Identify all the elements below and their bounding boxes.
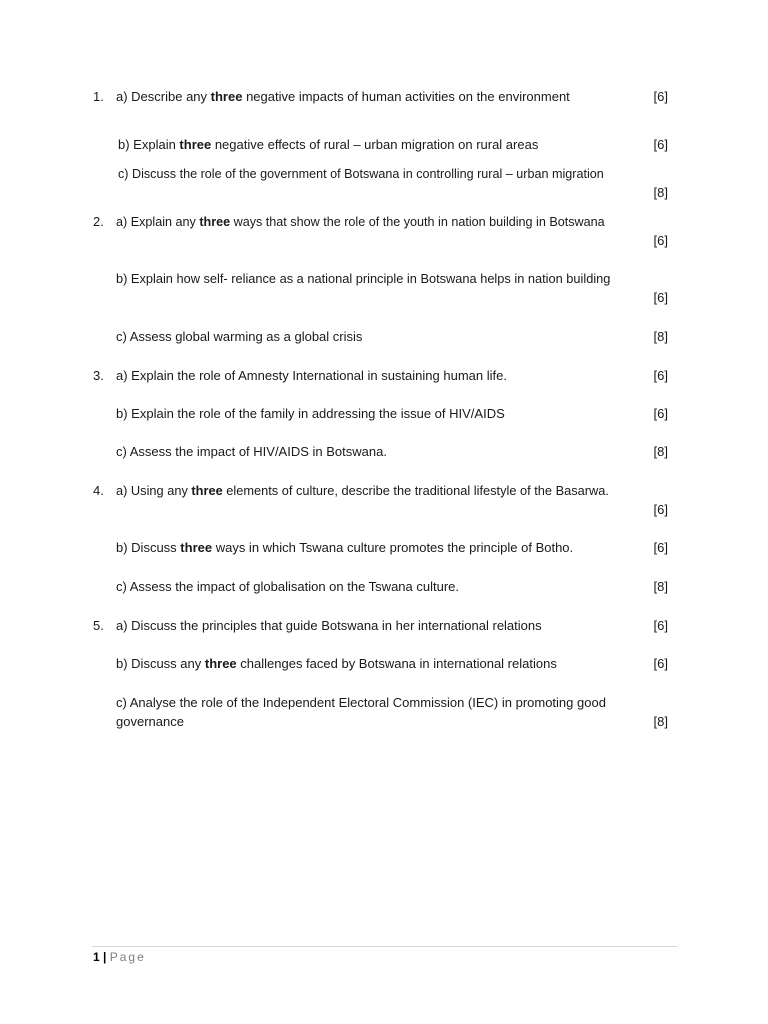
marks: [6] (653, 368, 668, 383)
marks: [6] (653, 137, 668, 152)
question-3c: c) Assess the impact of HIV/AIDS in Botswana. (116, 444, 387, 459)
question-4a: a) Using any three elements of culture, describe the traditional lifestyle of the Basarwa. (116, 483, 609, 498)
question-2c: c) Assess global warming as a global crisis (116, 329, 363, 344)
question-2b: b) Explain how self- reliance as a national principle in Botswana helps in nation building (116, 271, 611, 286)
marks: [8] (653, 329, 668, 344)
marks: [6] (653, 233, 668, 248)
footer-divider (92, 946, 677, 947)
question-3b: b) Explain the role of the family in addressing the issue of HIV/AIDS (116, 406, 505, 421)
page-label: Page (109, 950, 146, 964)
question-number: 5. (93, 618, 104, 633)
question-number: 3. (93, 368, 104, 383)
marks: [8] (653, 579, 668, 594)
question-5b: b) Discuss any three challenges faced by Botswana in international relations (116, 656, 557, 671)
question-5a: a) Discuss the principles that guide Botswana in her international relations (116, 618, 542, 633)
question-2a: a) Explain any three ways that show the role of the youth in nation building in Botswana (116, 215, 605, 229)
marks: [6] (653, 502, 668, 517)
question-3a: a) Explain the role of Amnesty International in sustaining human life. (116, 368, 507, 383)
marks: [6] (653, 290, 668, 305)
question-5c: c) Analyse the role of the Independent Electoral Commission (IEC) in promoting good (116, 695, 606, 710)
question-4c: c) Assess the impact of globalisation on the Tswana culture. (116, 579, 460, 594)
question-1b: b) Explain three negative effects of rural – urban migration on rural areas (118, 137, 539, 152)
marks: [6] (653, 618, 668, 633)
question-number: 4. (93, 483, 104, 498)
marks: [6] (653, 656, 668, 671)
question-4b: b) Discuss three ways in which Tswana culture promotes the principle of Botho. (116, 540, 574, 555)
marks: [6] (653, 540, 668, 555)
marks: [8] (653, 185, 668, 200)
marks: [8] (653, 444, 668, 459)
question-number: 1. (93, 89, 104, 104)
marks: [6] (653, 406, 668, 421)
marks: [6] (653, 89, 668, 104)
page-number: 1 (93, 950, 100, 964)
page-footer (93, 949, 146, 965)
question-1c: c) Discuss the role of the government of Botswana in controlling rural – urban migration (118, 167, 604, 181)
question-5c-continuation: governance (116, 714, 184, 729)
marks: [8] (653, 714, 668, 729)
question-number: 2. (93, 214, 104, 229)
question-1a: a) Describe any three negative impacts of human activities on the environment (116, 89, 570, 104)
footer-separator: | (103, 950, 107, 964)
